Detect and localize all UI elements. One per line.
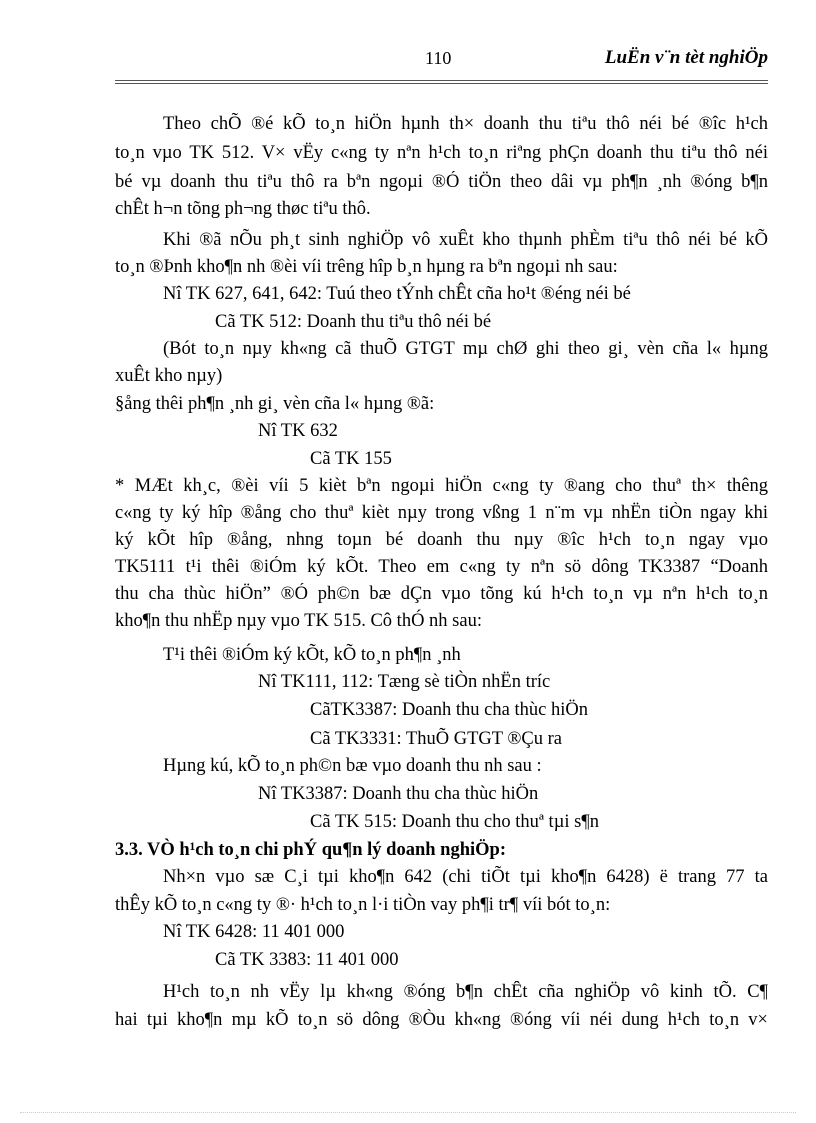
journal-entry: Cã TK 515: Doanh thu cho thuª tµi s¶n <box>310 812 599 832</box>
text-line: TK5111 t¹i thêi ®iÓm ký kÕt. Theo em c«ng ty nªn sö dông TK3387 “Doanh <box>115 557 768 577</box>
journal-entry: Cã TK 155 <box>310 449 392 469</box>
journal-entry: Nî TK 6428: 11 401 000 <box>163 922 345 942</box>
text-line: (Bót to¸n nµy kh«ng cã thuÕ GTGT mµ chØ ghi theo gi¸ vèn cña l« hµng <box>163 339 768 359</box>
text-line: to¸n vµo TK 512. V× vËy c«ng ty nªn h¹ch to¸n riªng phÇn doanh thu tiªu thô néi <box>115 143 768 163</box>
text-line: xuÊt kho nµy) <box>115 366 223 386</box>
journal-entry: Nî TK 627, 641, 642: Tuú theo tÝnh chÊt cña ho¹t ®éng néi bé <box>163 284 631 304</box>
journal-entry: Nî TK3387: Doanh thu cha thùc hiÖn <box>258 784 539 804</box>
journal-entry: CãTK3387: Doanh thu cha thùc hiÖn <box>310 700 588 720</box>
text-line: Theo chÕ ®é kÕ to¸n hiÖn hµnh th× doanh thu tiªu thô néi bé ®îc h¹ch <box>163 114 768 134</box>
text-line: ký kÕt hîp ®ång, nhng toµn bé doanh thu nµy ®îc h¹ch to¸n ngay vµo <box>115 530 768 550</box>
text-line: T¹i thêi ®iÓm ký kÕt, kÕ to¸n ph¶n ¸nh <box>163 645 461 665</box>
header-rule <box>115 83 768 84</box>
text-line: Nh×n vµo sæ C¸i tµi kho¶n 642 (chi tiÕt tµi kho¶n 6428) ë trang 77 ta <box>163 867 768 887</box>
text-line: to¸n ®Þnh kho¶n nh ®èi víi trêng hîp b¸n hµng ra bªn ngoµi nh sau: <box>115 257 618 277</box>
text-line: kho¶n thu nhËp nµy vµo TK 515. Cô thÓ nh sau: <box>115 611 482 631</box>
journal-entry: Nî TK111, 112: Tæng sè tiÒn nhËn tríc <box>258 672 551 692</box>
text-line: bé vµ doanh thu tiªu thô ra bªn ngoµi ®Ó tiÖn theo dâi vµ ph¶n ¸nh ®óng b¶n <box>115 172 768 192</box>
section-heading: 3.3. VÒ h¹ch to¸n chi phÝ qu¶n lý doanh nghiÖp: <box>115 840 506 860</box>
text-line: Khi ®ã nÕu ph¸t sinh nghiÖp vô xuÊt kho thµnh phÈm tiªu thô néi bé kÕ <box>163 230 768 250</box>
journal-entry: Cã TK 512: Doanh thu tiªu thô néi bé <box>215 312 492 332</box>
journal-entry: Nî TK 632 <box>258 421 338 441</box>
text-line: §ång thêi ph¶n ¸nh gi¸ vèn cña l« hµng ®ã: <box>115 394 435 414</box>
header-rule <box>115 80 768 81</box>
journal-entry: Cã TK 3383: 11 401 000 <box>215 950 399 970</box>
text-line: Hµng kú, kÕ to¸n ph©n bæ vµo doanh thu nh sau : <box>163 756 542 776</box>
text-line: hai tµi kho¶n mµ kÕ to¸n sö dông ®Òu kh«ng ®óng víi néi dung h¹ch to¸n v× <box>115 1010 768 1030</box>
text-line: * MÆt kh¸c, ®èi víi 5 kièt bªn ngoµi hiÖn c«ng ty ®ang cho thuª th× thêng <box>115 476 768 496</box>
text-line: thÊy kÕ to¸n c«ng ty ®· h¹ch to¸n l·i tiÒn vay ph¶i tr¶ víi bót to¸n: <box>115 895 611 915</box>
journal-entry: Cã TK3331: ThuÕ GTGT ®Çu ra <box>310 729 562 749</box>
page-bottom-border <box>20 1112 796 1113</box>
text-line: thu cha thùc hiÖn” ®Ó ph©n bæ dÇn vµo tõng kú h¹ch to¸n vµ nªn h¹ch to¸n <box>115 584 768 604</box>
text-line: c«ng ty ký hîp ®ång cho thuª kièt nµy trong vßng 1 n¨m vµ nhËn tiÒn ngay khi <box>115 503 768 523</box>
text-line: chÊt h¬n tõng ph¬ng thøc tiªu thô. <box>115 199 371 219</box>
header-title: LuËn v¨n tèt nghiÖp <box>604 47 768 68</box>
page-number: 110 <box>425 48 452 68</box>
text-line: H¹ch to¸n nh vËy lµ kh«ng ®óng b¶n chÊt cña nghiÖp vô kinh tÕ. C¶ <box>163 982 768 1002</box>
